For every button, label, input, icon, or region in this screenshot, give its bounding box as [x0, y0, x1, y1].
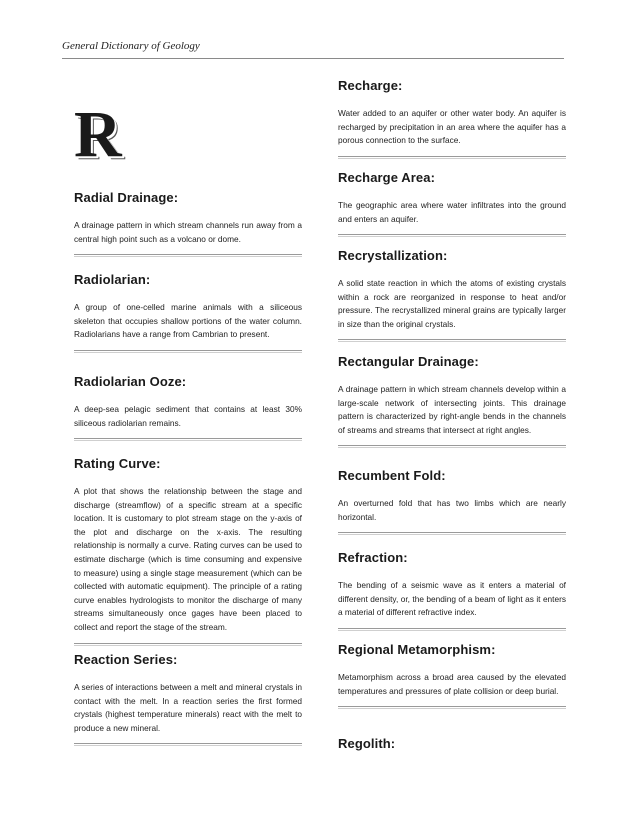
entry-radial-drainage [74, 190, 302, 257]
entry-definition: A group of one-celled marine animals with a siliceous skeleton that occupies shallow portions of the water column. Radiolarians have a range from Cambrian to present. [74, 302, 302, 340]
entry-term: Regional Metamorphism: [338, 642, 496, 657]
entry-divider [74, 254, 302, 257]
entry-recrystallization [338, 248, 566, 342]
entry-term: Rectangular Drainage: [338, 354, 479, 369]
section-letter: R [74, 98, 122, 171]
entry-definition: A plot that shows the relationship between the stage and discharge (streamflow) of a specific stream at a specific location. It is customary to plot stream stage on the y-axis of the plot and discharge on the x-axis. The resulting relationship is normally a curve. Rating curves can be used to estimate discharge (which is time consuming and expensive to measure) using a single stage measurement (which can be collected with automatic equipment). The principle of a rating curve enables hydrologists to monitor the discharge of many streams simultaneously once gages have been placed to collect and report the stage of the stream. [74, 486, 302, 632]
entry-term: Refraction: [338, 550, 408, 565]
entry-definition: A drainage pattern in which stream channels develop within a large-scale network of intersecting joints. This drainage pattern is characterized by right-angle bends in the channels of streams and streams that intersect at right angles. [338, 384, 566, 435]
entry-term: Recharge: [338, 78, 403, 93]
entry-divider [338, 532, 566, 535]
entry-recumbent-fold [338, 468, 566, 535]
entry-term: Reaction Series: [74, 652, 178, 667]
entry-divider [74, 643, 302, 646]
entry-definition: A solid state reaction in which the atoms of existing crystals within a rock are reorganized in response to heat and/or pressure. The recrystallized mineral grains are typically larger in size than the original crystals. [338, 278, 566, 329]
entry-term: Radiolarian Ooze: [74, 374, 187, 389]
entry-term: Regolith: [338, 736, 396, 751]
entry-rectangular-drainage [338, 354, 566, 448]
entry-term: Radial Drainage: [74, 190, 179, 205]
entry-regional-metamorphism [338, 642, 566, 709]
entry-divider [74, 438, 302, 441]
entry-divider [338, 445, 566, 448]
header-title: General Dictionary of Geology [62, 40, 200, 52]
page-header [62, 36, 564, 59]
entry-definition: A series of interactions between a melt and mineral crystals in contact with the melt. In a reaction series the first formed crystals (highest temperature minerals) react with the melt to produce a new mineral. [74, 682, 302, 733]
entry-term: Rating Curve: [74, 456, 161, 471]
entry-divider [338, 234, 566, 237]
entry-radiolarian [74, 272, 302, 353]
entry-definition: A drainage pattern in which stream channels run away from a central high point such as a volcano or dome. [74, 220, 302, 244]
entry-divider [74, 350, 302, 353]
entry-definition: A deep-sea pelagic sediment that contains at least 30% siliceous radiolarian remains. [74, 404, 302, 428]
entry-definition: The bending of a seismic wave as it enters a material of different density, or, the bending of a beam of light as it enters a material of different refractive index. [338, 580, 566, 618]
entry-term: Radiolarian: [74, 272, 151, 287]
entry-recharge [338, 78, 566, 159]
entry-definition: Water added to an aquifer or other water body. An aquifer is recharged by precipitation in an area where the aquifer has a porous connection to the surface. [338, 108, 566, 146]
entry-divider [74, 743, 302, 746]
entry-term: Recharge Area: [338, 170, 436, 185]
entry-term: Recumbent Fold: [338, 468, 446, 483]
entry-recharge-area [338, 170, 566, 237]
entry-reaction-series [74, 652, 302, 746]
entry-definition: Metamorphism across a broad area caused by the elevated temperatures and pressures of plate collision or deep burial. [338, 672, 566, 696]
entry-divider [338, 156, 566, 159]
entry-refraction [338, 550, 566, 631]
entry-definition: The geographic area where water infiltrates into the ground and enters an aquifer. [338, 200, 566, 224]
entry-divider [338, 628, 566, 631]
entry-term: Recrystallization: [338, 248, 448, 263]
entry-definition: An overturned fold that has two limbs which are nearly horizontal. [338, 498, 566, 522]
entry-divider [338, 339, 566, 342]
entry-radiolarian-ooze [74, 374, 302, 441]
entry-rating-curve [74, 456, 302, 646]
entry-regolith [338, 736, 566, 765]
entry-divider [338, 706, 566, 709]
